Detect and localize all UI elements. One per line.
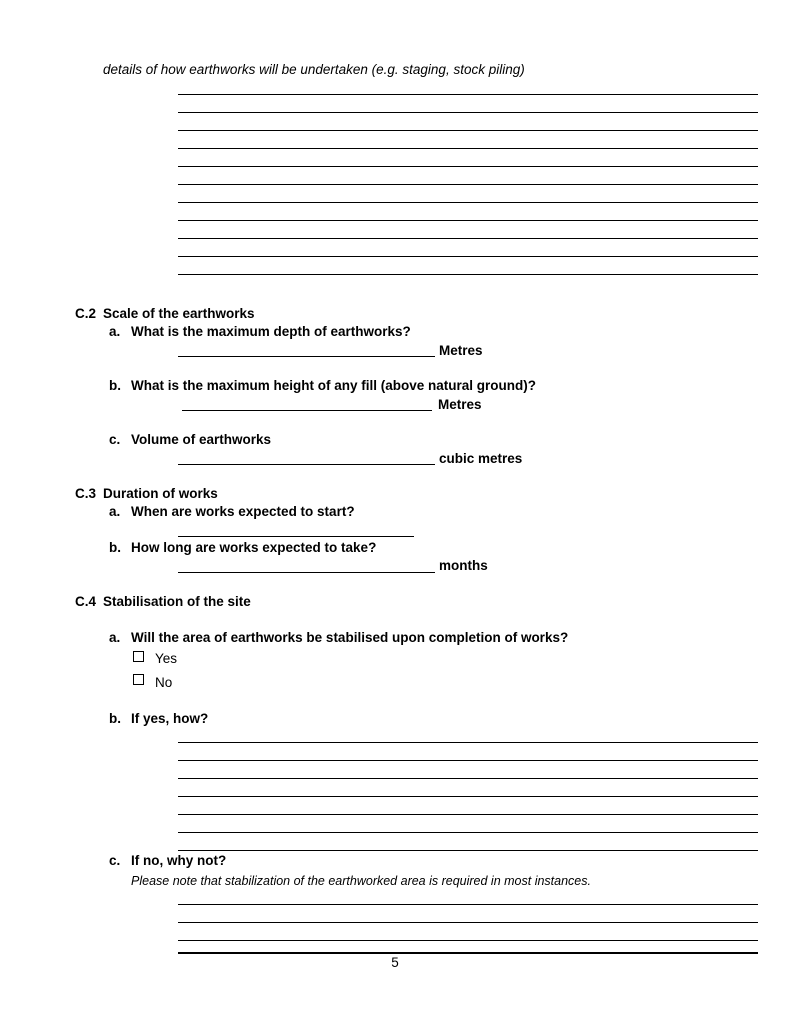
answer-line	[178, 274, 758, 275]
section-c4-number: C.4	[75, 594, 97, 609]
no-checkbox[interactable]	[133, 674, 144, 685]
c2-a-unit: Metres	[439, 343, 483, 358]
answer-line	[178, 166, 758, 167]
c4-a-question: Will the area of earthworks be stabilised upon completion of works?	[131, 630, 569, 645]
c2-b-letter: b.	[109, 378, 121, 393]
c4-c-question: If no, why not?	[131, 853, 227, 868]
start-date-field[interactable]	[178, 536, 414, 537]
answer-line	[178, 94, 758, 95]
c2-a-letter: a.	[109, 324, 121, 339]
section-c3-number: C.3	[75, 486, 97, 501]
c2-a-question: What is the maximum depth of earthworks?	[131, 324, 411, 339]
answer-line	[178, 952, 758, 954]
answer-line	[178, 148, 758, 149]
c4-a-letter: a.	[109, 630, 121, 645]
section-c3-title: Duration of works	[103, 486, 218, 501]
answer-line	[178, 220, 758, 221]
answer-line	[178, 202, 758, 203]
c4-b-question: If yes, how?	[131, 711, 209, 726]
c3-a-letter: a.	[109, 504, 121, 519]
c3-b-letter: b.	[109, 540, 121, 555]
answer-line	[178, 112, 758, 113]
answer-line	[178, 922, 758, 923]
earthworks-details-prompt: details of how earthworks will be undertaken (e.g. staging, stock piling)	[103, 62, 525, 77]
c3-b-unit: months	[439, 558, 488, 573]
yes-label: Yes	[155, 651, 178, 666]
answer-line	[178, 814, 758, 815]
section-c4-title: Stabilisation of the site	[103, 594, 251, 609]
c2-c-question: Volume of earthworks	[131, 432, 272, 447]
answer-line	[178, 778, 758, 779]
c4-b-letter: b.	[109, 711, 121, 726]
yes-checkbox[interactable]	[133, 651, 144, 662]
volume-field[interactable]	[178, 464, 435, 465]
stabilization-note: Please note that stabilization of the earthworked area is required in most instances.	[131, 874, 591, 888]
max-depth-field[interactable]	[178, 356, 435, 357]
c2-b-unit: Metres	[438, 397, 482, 412]
max-fill-height-field[interactable]	[182, 410, 432, 411]
answer-line	[178, 742, 758, 743]
c3-a-question: When are works expected to start?	[131, 504, 355, 519]
duration-field[interactable]	[178, 572, 435, 573]
answer-line	[178, 184, 758, 185]
answer-line	[178, 796, 758, 797]
answer-line	[178, 832, 758, 833]
answer-line	[178, 238, 758, 239]
answer-line	[178, 256, 758, 257]
page-number: 5	[391, 955, 399, 970]
c2-c-unit: cubic metres	[439, 451, 523, 466]
section-c2-number: C.2	[75, 306, 97, 321]
answer-line	[178, 130, 758, 131]
answer-line	[178, 760, 758, 761]
answer-line	[178, 904, 758, 905]
c4-c-letter: c.	[109, 853, 121, 868]
section-c2-title: Scale of the earthworks	[103, 306, 255, 321]
c2-b-question: What is the maximum height of any fill (above natural ground)?	[131, 378, 537, 393]
answer-line	[178, 940, 758, 941]
c3-b-question: How long are works expected to take?	[131, 540, 377, 555]
no-label: No	[155, 675, 173, 690]
answer-line	[178, 850, 758, 851]
c2-c-letter: c.	[109, 432, 121, 447]
